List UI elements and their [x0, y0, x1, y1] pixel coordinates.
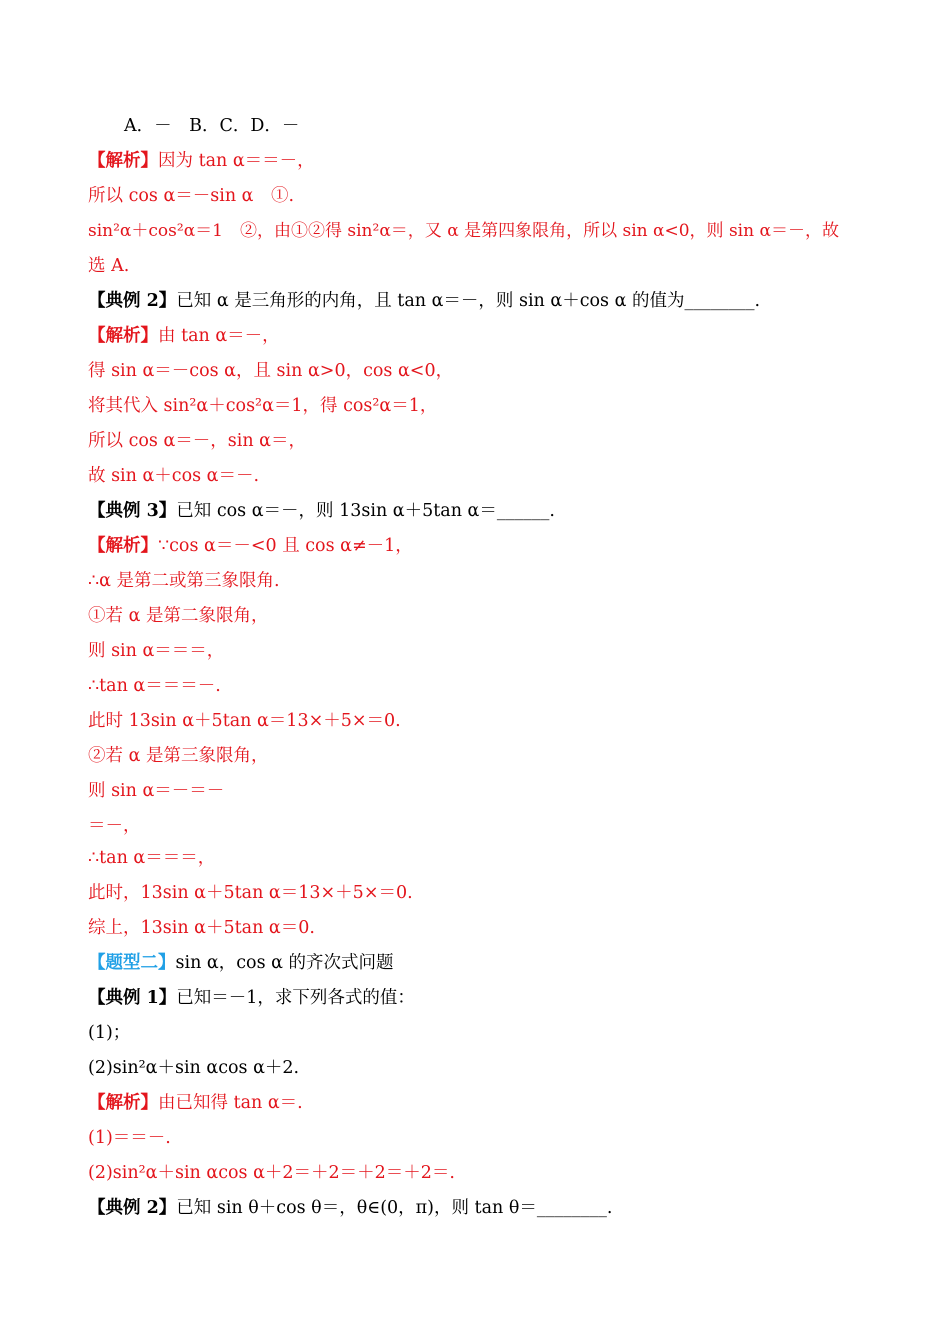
analysis-line: 则 sin α＝＝＝，	[88, 641, 225, 661]
example-text: 已知 cos α＝－，则 13sin α＋5tan α＝______.	[176, 501, 555, 521]
analysis-line: 故 sin α＋cos α＝－.	[88, 466, 260, 486]
example-line	[88, 289, 868, 313]
analysis-line: 选 A.	[88, 256, 130, 276]
example-line	[88, 986, 868, 1010]
example-tag: 【典例 2】	[88, 1198, 177, 1218]
analysis-line: 此时 13sin α＋5tan α＝13×＋5×＝0.	[88, 711, 401, 731]
analysis-line: 所以 cos α＝－，sin α＝，	[88, 431, 306, 451]
question-line: (2)sin²α＋sin αcos α＋2.	[88, 1058, 300, 1078]
example-text: 已知 α 是三角形的内角，且 tan α＝－，则 sin α＋cos α 的值为________.	[176, 291, 761, 311]
analysis-line: ②若 α 是第三象限角，	[88, 746, 269, 766]
analysis-line: (2)sin²α＋sin αcos α＋2＝＋2＝＋2＝＋2＝.	[88, 1163, 455, 1183]
analysis-text: 因为 tan α＝＝－，	[158, 151, 315, 171]
example-tag: 【典例 1】	[88, 988, 177, 1008]
example-line	[88, 499, 868, 523]
analysis-line: 则 sin α＝－＝－	[88, 781, 225, 801]
question-line: (1)；	[88, 1023, 131, 1043]
example-tag: 【典例 3】	[88, 501, 177, 521]
analysis-tag: 【解析】	[88, 1093, 158, 1113]
analysis-line: 所以 cos α＝－sin α ①.	[88, 186, 295, 206]
analysis-line: 得 sin α＝－cos α，且 sin α>0，cos α<0，	[88, 361, 454, 381]
analysis-line: ＝－，	[88, 816, 141, 836]
analysis-line	[88, 149, 868, 173]
example-text: 已知＝－1，求下列各式的值：	[176, 988, 415, 1008]
analysis-line: ①若 α 是第二象限角，	[88, 606, 269, 626]
analysis-line: ∴tan α＝＝＝－.	[88, 676, 221, 696]
analysis-tag: 【解析】	[88, 151, 158, 171]
analysis-line: sin²α＋cos²α＝1 ②，由①②得 sin²α＝，又 α 是第四象限角，所以 sin α<0，则 sin α＝－，故	[88, 221, 839, 241]
analysis-line	[88, 1091, 868, 1115]
example-tag: 【典例 2】	[88, 291, 177, 311]
analysis-text: 由 tan α＝－，	[158, 326, 280, 346]
analysis-line: 综上，13sin α＋5tan α＝0.	[88, 918, 315, 938]
analysis-text: ∵cos α＝－<0 且 cos α≠－1，	[158, 536, 413, 556]
analysis-text: 由已知得 tan α＝.	[158, 1093, 303, 1113]
section-tag: 【题型二】	[88, 953, 176, 973]
analysis-line: 此时，13sin α＋5tan α＝13×＋5×＝0.	[88, 883, 413, 903]
analysis-tag: 【解析】	[88, 536, 158, 556]
section-heading	[88, 951, 868, 975]
section-title: sin α，cos α 的齐次式问题	[175, 953, 394, 973]
example-line	[88, 1196, 868, 1220]
analysis-line: 将其代入 sin²α＋cos²α＝1，得 cos²α＝1，	[88, 396, 438, 416]
analysis-line: ∴tan α＝＝＝，	[88, 848, 216, 868]
choice-options: A．－ B．C．D．－	[124, 116, 300, 136]
analysis-line: ∴α 是第二或第三象限角.	[88, 571, 280, 591]
analysis-line	[88, 534, 868, 558]
example-text: 已知 sin θ＋cos θ＝，θ∈(0，π)，则 tan θ＝________.	[176, 1198, 613, 1218]
analysis-tag: 【解析】	[88, 326, 158, 346]
analysis-line: (1)＝＝－.	[88, 1128, 171, 1148]
analysis-line	[88, 324, 868, 348]
